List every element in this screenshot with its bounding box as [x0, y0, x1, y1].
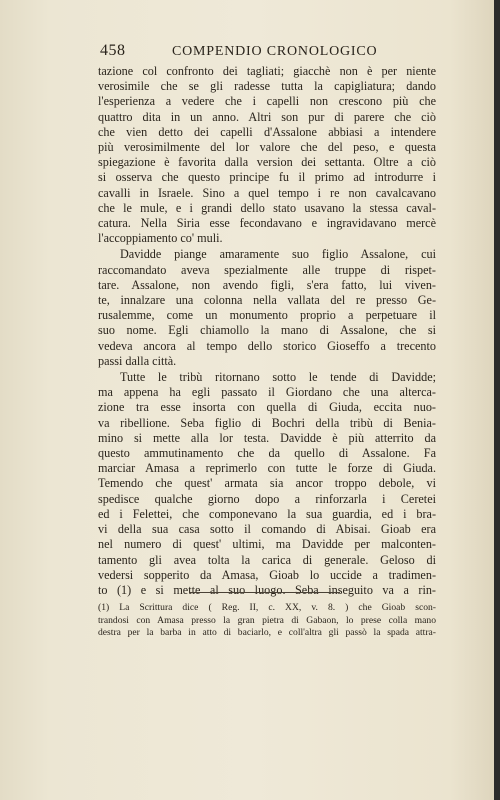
footnote: [98, 602, 436, 640]
footnote-divider: [190, 592, 340, 593]
text-line: raccomandato aveva spezialmente alle truppe di rispet-: [98, 262, 436, 277]
text-line: nel numero di quest' ultimi, ma Davidde per malconten-: [98, 537, 436, 552]
text-line: mino si mette alla lor testa. Davidde è più atterrito da: [98, 430, 436, 445]
text-line: Tutte le tribù ritornano sotto le tende di Davidde;: [120, 370, 436, 385]
page-header: [100, 42, 430, 62]
footnote-line: (1) La Scrittura dice ( Reg. II, c. XX, v. 8. ) che Gioab scon-: [98, 602, 436, 613]
paragraph: [98, 247, 436, 369]
text-line: questo ammutinamento che da quello di Assalone. Fa: [98, 446, 436, 461]
text-line: che le mule, e i grandi dello stato usavano la stessa caval-: [98, 200, 436, 215]
text-line: vi della sua casa sotto il comando di Abisai. Gioab era: [98, 522, 436, 537]
text-line: vedeva ancora al tempo dello storico Gioseffo a trecento: [98, 338, 436, 353]
footnote-line: trandosi con Amasa presso la gran pietra di Gabaon, lo prese colla mano: [98, 614, 436, 626]
text-line: ma appena ha egli passato il Giordano che una alterca-: [98, 385, 436, 400]
text-line: quattro dita in un anno. Altri son pur di parere che ciò: [98, 109, 436, 124]
text-line: si osserva che questo principe fu il primo ad introdurre i: [98, 170, 436, 185]
page-number: 458: [100, 42, 126, 59]
running-title: COMPENDIO CRONOLOGICO: [172, 44, 378, 59]
main-text: [98, 64, 436, 598]
text-line: va ribellione. Seba figlio di Bochri della tribù di Benia-: [98, 415, 436, 430]
text-line: verosimile che se gli radesse tutta la capigliatura; dando: [98, 79, 436, 94]
paragraph: [98, 64, 436, 246]
text-line: Temendo che quest' armata sia ancor troppo debole, vi: [98, 476, 436, 491]
text-line: cavalli in Israele. Sino a quel tempo i re non cavalcavano: [98, 185, 436, 200]
text-line: tamento gli avea tolta la carica di generale. Geloso di: [98, 552, 436, 567]
footnote-line: destra per la barba in atto di baciarlo, e coll'altra gli passò la spada attra-: [98, 627, 436, 638]
text-line: zione tra esse insorta con quella di Giuda, eccita nuo-: [98, 400, 436, 415]
text-line: ed i Felettei, che componevano la sua guardia, ed i bra-: [98, 506, 436, 521]
text-line: l'accoppiamento co' muli.: [98, 231, 223, 246]
text-line: suo nome. Egli chiamollo la mano di Assalone, che si: [98, 323, 436, 338]
scan-edge: [494, 0, 500, 800]
text-line: che vien detto dei capelli d'Assalone abbiasi a intendere: [98, 124, 436, 139]
text-line: spiegazione è favorita dalla version dei settanta. Oltre a ciò: [98, 155, 436, 170]
text-line: Davidde piange amaramente suo figlio Assalone, cui: [120, 247, 436, 262]
text-line: marciar Amasa a reprimerlo con tutte le forze di Giuda.: [98, 461, 436, 476]
text-line: passi dalla città.: [98, 353, 177, 368]
text-line: to (1) e si mette al suo luogo. Seba inseguito va a rin-: [98, 582, 436, 597]
text-line: più verosimilmente del lor valore che del peso, e questa: [98, 140, 436, 155]
text-line: tare. Assalone, non avendo figli, s'era fatto, lui viven-: [98, 277, 436, 292]
text-line: rusalemme, come un monumento proprio a perpetuare il: [98, 308, 436, 323]
text-line: vedersi sopperito da Amasa, Gioab lo uccide a tradimen-: [98, 567, 436, 582]
text-line: l'esperienza a vedere che i capelli non crescono più che: [98, 94, 436, 109]
text-line: te, innalzare una colonna nella vallata del re presso Ge-: [98, 293, 436, 308]
text-line: spedisce qualche giorno dopo a rinforzarla i Ceretei: [98, 491, 436, 506]
text-line: tazione col confronto dei tagliati; giacchè non è per niente: [98, 64, 436, 78]
text-line: catura. Nella Siria esse fecondavano e ingravidavano mercè: [98, 216, 436, 231]
paragraph: [98, 370, 436, 598]
